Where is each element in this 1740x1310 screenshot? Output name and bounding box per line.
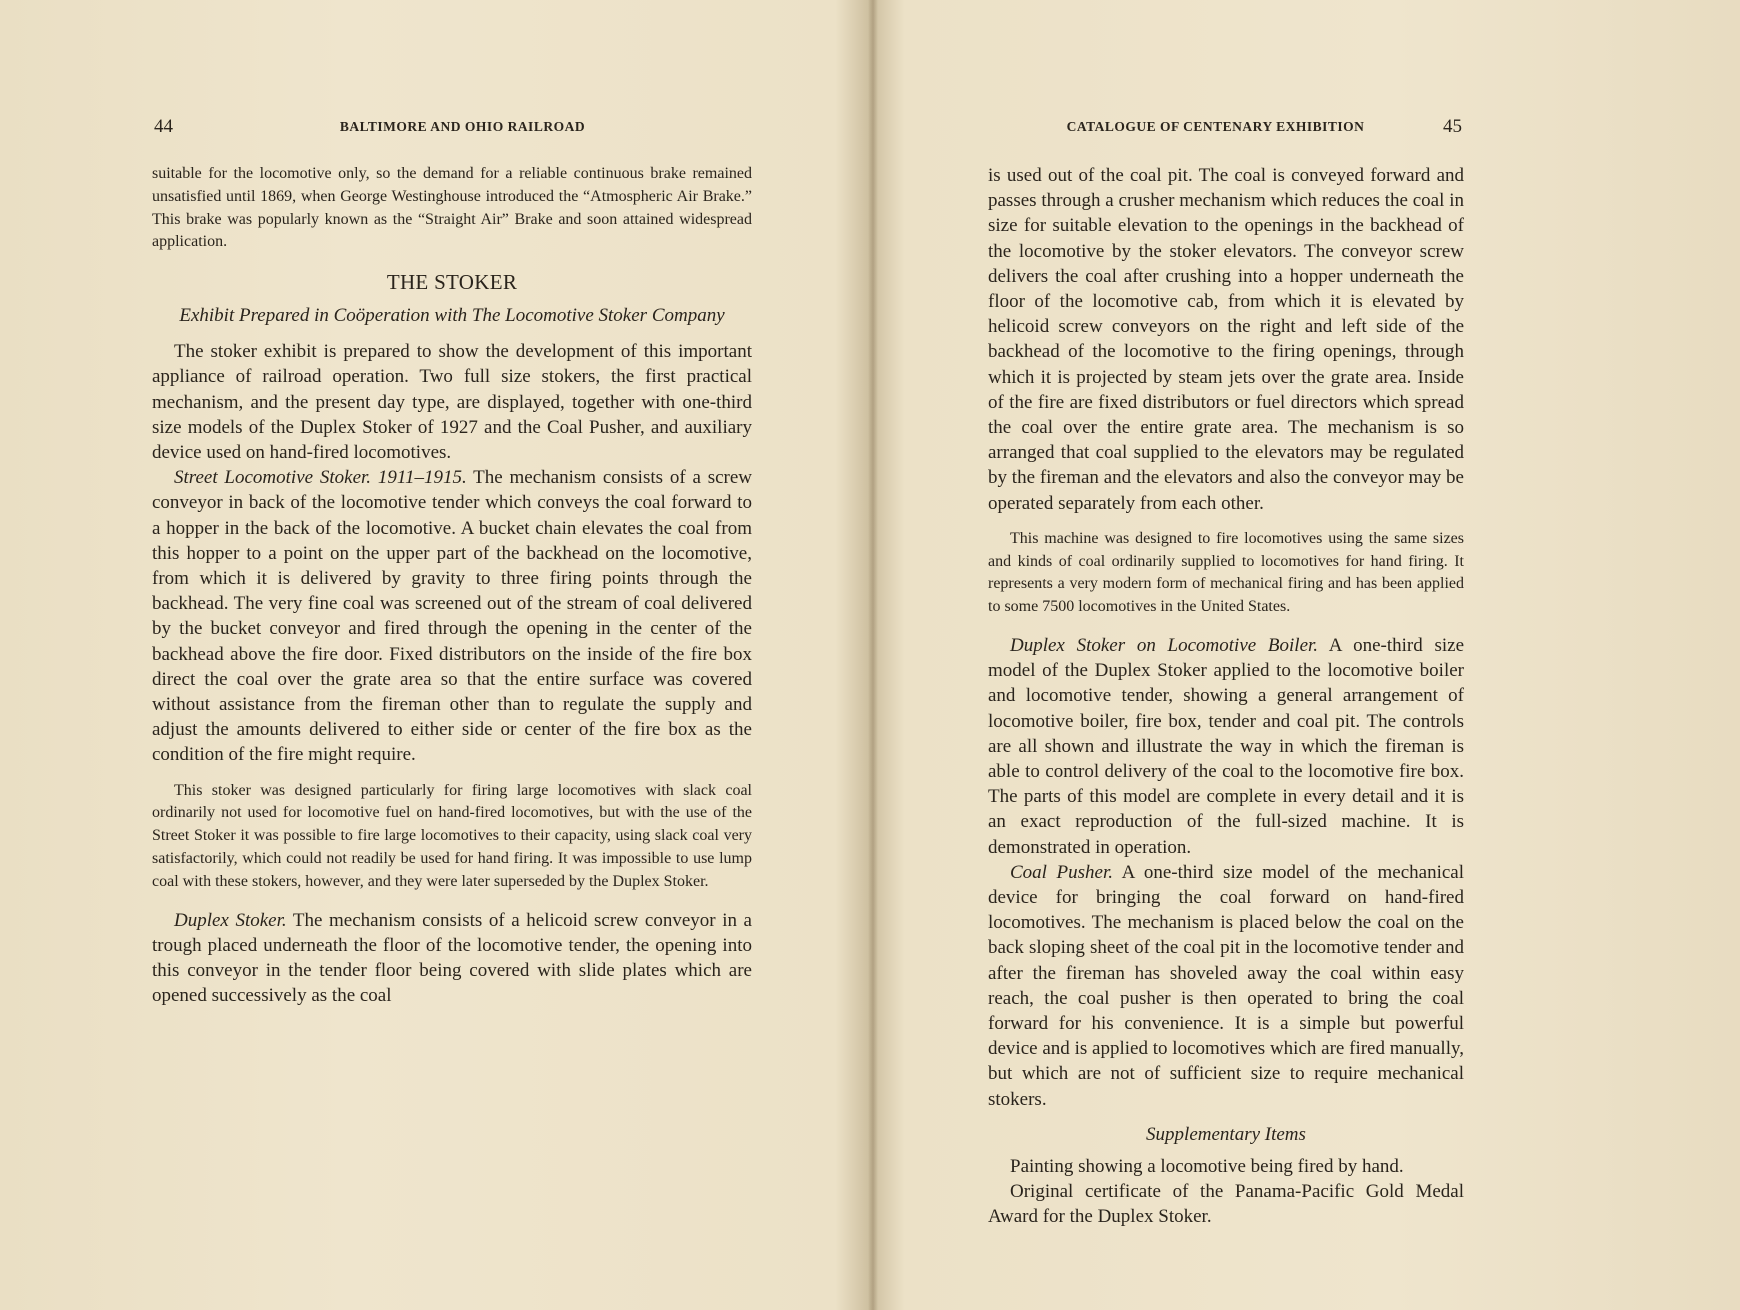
boiler-model-paragraph	[988, 633, 1464, 860]
left-intro-paragraph: suitable for the locomotive only, so the demand for a reliable continuous brake remained unsatisfied until 1869, when George Westinghouse introduced the “Atmospheric Air Brake.” This brake was popularly known as the “Straight Air” Brake and soon attained widespread application.	[152, 165, 752, 251]
duplex-continued-paragraph: is used out of the coal pit. The coal is conveyed forward and passes through a crusher mechanism which reduces the coal in size for suitable elevation to the openings in the backhead of the locomotive by the stoker elevators. The conveyor screw delivers the coal after crushing into a hopper underneath the floor of the locomotive cab, from which it is elevated by helicoid screw conveyors on the right and left side of the backhead of the locomotive to the firing openings, through which it is projected by steam jets over the grate area. Inside of the fire are fixed distributors or fuel directors which spread the coal over the entire grate area. The mechanism is so arranged that coal supplied to the elevators may be regulated by the fireman and the elevators and also the conveyor may be operated separately from each other.	[988, 165, 1464, 514]
left-running-head: BALTIMORE AND OHIO RAILROAD	[339, 119, 586, 134]
supplementary-title: Supplementary Items	[1146, 1123, 1306, 1145]
supplementary-item-1: Painting showing a locomotive being fired by hand.	[1010, 1155, 1404, 1177]
right-page	[876, 0, 1740, 1310]
stoker-exhibit-paragraph: The stoker exhibit is prepared to show the development of this important appliance of railroad operation. Two full size stokers, the first practical mechanism, and the present day type, are displayed, together with one-third size models of the Duplex Stoker of 1927 and the Coal Pusher, and auxiliary device used on hand-fired locomotives.	[152, 341, 752, 463]
boiler-model-text: A one-third size model of the Duplex Stoker applied to the locomotive boiler and locomotive tender, showing a general arrangement of locomotive boiler, fire box, tender and coal pit. The controls are all shown and illustrate the way in which the fireman is able to control delivery of the coal to the locomotive fire box. The parts of this model are complete in every detail and it is an exact reproduction of the full-sized machine. It is demonstrated in operation.	[988, 635, 1465, 858]
coal-pusher-paragraph	[988, 860, 1464, 1112]
street-stoker-paragraph	[152, 465, 752, 767]
left-small-block	[152, 780, 752, 894]
coal-pusher-text: A one-third size model of the mechanical device for bringing the coal forward on hand-fired locomotives. The mechanism is placed below the coal on the back sloping sheet of the coal pit in the locomotive tender and after the fireman has shoveled away the coal within easy reach, the coal pusher is then operated to bring the coal forward for his convenience. It is a simple but powerful device and is applied to locomotives which are fired manually, but which are not of sufficient size to require mechanical stokers.	[988, 861, 1464, 1110]
street-stoker-lead: Street Locomotive Stoker. 1911–1915.	[174, 467, 467, 489]
left-page-number: 44	[154, 116, 173, 137]
left-page-body	[152, 163, 752, 1008]
boiler-model-lead: Duplex Stoker on Locomotive Boiler.	[1010, 635, 1319, 657]
section-title: THE STOKER	[386, 270, 518, 295]
left-page-header	[154, 115, 752, 139]
section-subtitle: Exhibit Prepared in Coöperation with The Locomotive Stoker Company	[179, 305, 725, 327]
duplex-stoker-note: This machine was designed to fire locomotives using the same sizes and kinds of coal ordinarily supplied to locomotives for hand firing. It represents a very modern form of mechanical firing and has been applied to some 7500 locomotives in the United States.	[988, 529, 1464, 616]
left-main-text	[152, 339, 752, 767]
street-stoker-note: This stoker was designed particularly for firing large locomotives with slack coal ordinarily not used for locomotive fuel on hand-fired locomotives, but with the use of the Street Stoker it was possible to fire large locomotives to their capacity, using slack coal very satisfactorily, which could not readily be used for hand firing. It was impossible to use lump coal with these stokers, however, and they were later superseded by the Duplex Stoker.	[152, 781, 752, 890]
right-main-text	[988, 163, 1464, 516]
right-main-text-2	[988, 633, 1464, 1112]
right-running-head: CATALOGUE OF CENTENARY EXHIBITION	[1066, 119, 1365, 134]
left-main-text-2	[152, 908, 752, 1009]
supplementary-items	[988, 1154, 1464, 1230]
right-page-number: 45	[1443, 116, 1462, 137]
duplex-stoker-lead: Duplex Stoker.	[174, 909, 287, 931]
supplementary-item-2: Original certificate of the Panama-Pacific Gold Medal Award for the Duplex Stoker.	[988, 1181, 1464, 1228]
duplex-stoker-paragraph	[152, 908, 752, 1009]
right-small-block	[988, 528, 1464, 619]
right-page-header	[988, 115, 1462, 139]
right-page-body	[988, 163, 1464, 1230]
duplex-stoker-text: The mechanism consists of a helicoid screw conveyor in a trough placed underneath the floor of the locomotive tender, the opening into this conveyor in the tender floor being covered with slide plates which are opened successively as the coal	[152, 909, 752, 1007]
street-stoker-text: The mechanism consists of a screw conveyor in back of the locomotive tender which conveys the coal forward to a hopper in the back of the locomotive. A bucket chain elevates the coal from this hopper to a point on the upper part of the backhead on the locomotive, from which it is delivered by gravity to three firing points through the backhead. The very fine coal was screened out of the stream of coal delivered by the bucket conveyor and fired through the opening in the center of the backhead above the fire door. Fixed distributors on the inside of the fire box direct the coal over the grate area so that the entire surface was covered without assistance from the fireman other than to regulate the supply and adjust the amounts delivered to either side or center of the fire box as the condition of the fire might require.	[152, 467, 753, 766]
coal-pusher-lead: Coal Pusher.	[1010, 861, 1114, 883]
left-intro-block	[152, 163, 752, 254]
